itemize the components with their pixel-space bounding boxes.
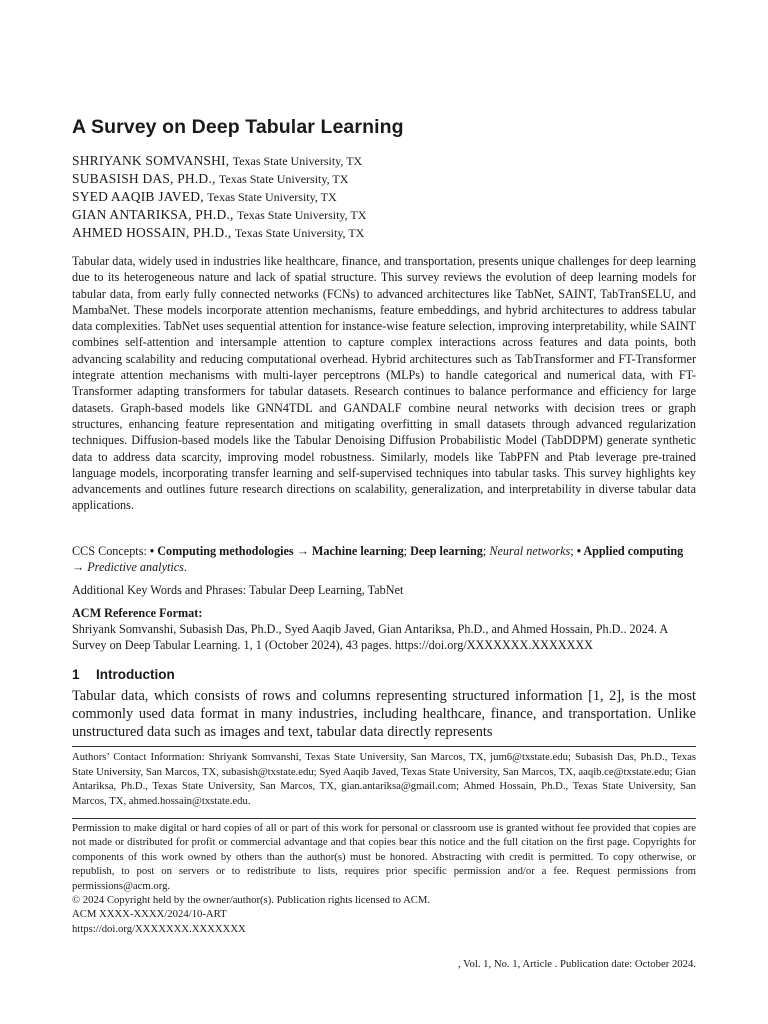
author-entry: [72, 152, 366, 170]
section-heading: [72, 667, 175, 682]
ccs-separator: ;: [482, 544, 490, 558]
author-entry: [72, 206, 366, 224]
permission-divider: [72, 818, 696, 819]
ccs-concept: Deep learning: [410, 544, 483, 558]
ccs-concept: Neural networks: [489, 544, 571, 558]
author-affiliation: Texas State University, TX: [207, 190, 337, 204]
author-contact-footnote: Authors’ Contact Information: Shriyank Somvanshi, Texas State University, San Marcos, TX, jum6@txstate.edu; Subasish Das, Ph.D., Texas State University, San Marcos, TX, subasish@txstate.edu; Syed Aaqib Javed, Texas State University, San Marcos, TX, aaqib.ce@txstate.edu; Gian Antariksa, Ph.D., Texas State University, San Marcos, TX, gian.antariksa@gmail.com; Ahmed Hossain, Ph.D., Texas State University, San Marcos, TX, ahmed.hossain@txstate.edu.: [72, 751, 696, 807]
author-affiliation: Texas State University, TX: [234, 226, 365, 240]
copyright-block: [72, 893, 696, 936]
ccs-bullet: •: [576, 544, 584, 558]
ccs-end: .: [183, 560, 187, 575]
author-name: GIAN ANTARIKSA, PH.D.,: [72, 207, 234, 222]
ccs-concepts: [72, 543, 696, 576]
author-affiliation: Texas State University, TX: [236, 208, 367, 222]
ccs-separator: ;: [570, 544, 577, 558]
author-name: SUBASISH DAS, PH.D.,: [72, 171, 216, 186]
abstract: Tabular data, widely used in industries like healthcare, finance, and transportation, presents unique challenges for deep learning due to its heterogeneous nature and lack of spatial structure. This survey reviews the evolution of deep learning models for tabular data, from early fully connected networks (FCNs) to advanced architectures like TabNet, SAINT, TabTranSELU, and MambaNet. These models incorporate attention mechanisms, feature embeddings, and hybrid architectures to address tabular data complexities. TabNet uses sequential attention for instance-wise feature selection, improving interpretability, while SAINT combines self-attention and intersample attention to capture complex interactions across features and data points, both advancing scalability and reducing computational overhead. Hybrid architectures such as TabTransformer and FT-Transformer integrate attention mechanisms with multi-layer perceptrons (MLPs) to handle categorical and numerical data, with FT-Transformer adapting transformers for tabular datasets. Research continues to balance performance and efficiency for large datasets. Graph-based models like GNN4TDL and GANDALF combine neural networks with decision trees or graph structures, enhancing feature representation and mitigating overfitting in small datasets through advanced regularization techniques. Diffusion-based models like the Tabular Denoising Diffusion Probabilistic Model (TabDDPM) generate synthetic data to address data scarcity, improving model robustness. Similarly, models like TabPFN and Ptab leverage pre-trained language models, incorporating transfer learning and self-supervised techniques into tabular tasks. This survey highlights key advancements and outlines future research directions on scalability, generalization, and interpretability in diverse tabular data applications.: [72, 254, 696, 513]
author-list: [72, 152, 366, 242]
footnote-divider: [72, 746, 696, 747]
ccs-concept: Applied computing →: [72, 544, 684, 575]
keywords: Additional Key Words and Phrases: Tabular Deep Learning, TabNet: [72, 583, 404, 597]
acm-reference-text: Shriyank Somvanshi, Subasish Das, Ph.D., Syed Aaqib Javed, Gian Antariksa, Ph.D., and Ahmed Hossain, Ph.D.. 2024. A Survey on Deep Tabular Learning. 1, 1 (October 2024), 43 pages. https://doi.org/XXXXXXX.XXXXXXX: [72, 622, 668, 653]
introduction-paragraph: Tabular data, which consists of rows and columns representing structured information [1, 2], is the most commonly used data format in many industries, including healthcare, finance, and transportation. Unlike unstructured data such as images and text, tabular data directly represents: [72, 688, 696, 741]
acm-isbn-line: ACM XXXX-XXXX/2024/10-ART: [72, 908, 227, 921]
section-title: Introduction: [96, 667, 175, 682]
permission-notice: Permission to make digital or hard copies of all or part of this work for personal or classroom use is granted without fee provided that copies are not made or distributed for profit or commercial advantage and that copies bear this notice and the full citation on the first page. Copyrights for components of this work owned by others than the author(s) must be honored. Abstracting with credit is permitted. To copy otherwise, or republish, to post on servers or to redistribute to lists, requires prior specific permission and/or a fee. Request permissions from permissions@acm.org.: [72, 822, 696, 892]
author-name: SYED AAQIB JAVED,: [72, 189, 204, 204]
publication-footer: , Vol. 1, No. 1, Article . Publication date: October 2024.: [458, 958, 696, 970]
ccs-concept: Computing methodologies → Machine learning: [157, 544, 404, 558]
author-affiliation: Texas State University, TX: [218, 172, 349, 186]
copyright-line: © 2024 Copyright held by the owner/author(s). Publication rights licensed to ACM.: [72, 894, 431, 906]
paper-title: A Survey on Deep Tabular Learning: [72, 116, 404, 138]
ccs-bullet: •: [149, 544, 158, 558]
author-name: SHRIYANK SOMVANSHI,: [72, 153, 230, 168]
author-affiliation: Texas State University, TX: [232, 154, 363, 168]
author-entry: [72, 170, 366, 188]
acm-reference-heading: ACM Reference Format:: [72, 606, 203, 620]
ccs-concept: Predictive analytics: [87, 560, 184, 575]
author-name: AHMED HOSSAIN, PH.D.,: [72, 225, 232, 240]
doi-line: https://doi.org/XXXXXXX.XXXXXXX: [72, 922, 246, 935]
author-entry: [72, 188, 366, 206]
section-number: 1: [72, 667, 80, 682]
ccs-separator: ;: [403, 544, 411, 558]
ccs-label: CCS Concepts:: [72, 544, 150, 558]
author-entry: [72, 224, 366, 242]
